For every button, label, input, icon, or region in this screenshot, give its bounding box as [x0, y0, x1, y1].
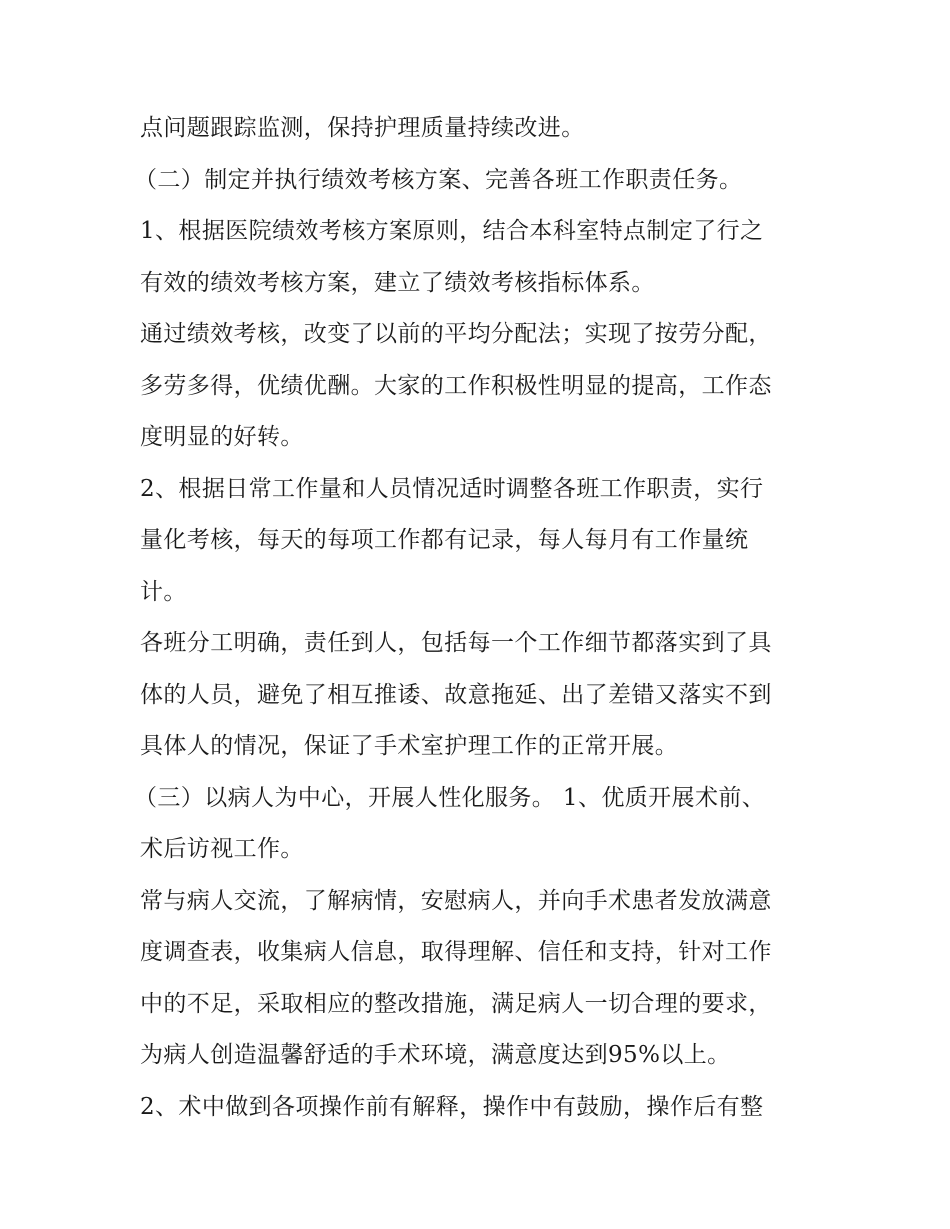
- document-body: [134, 103, 830, 1133]
- text-line: 1、根据医院绩效考核方案原则，结合本科室特点制定了行之: [140, 218, 764, 244]
- text-line: 通过绩效考核，改变了以前的平均分配法；实现了按劳分配，: [140, 321, 772, 347]
- text-line: 常与病人交流，了解病情，安慰病人，并向手术患者发放满意: [140, 887, 772, 914]
- text-line: 具体人的情况，保证了手术室护理工作的正常开展。: [140, 733, 679, 759]
- section-heading: （二）制定并执行绩效考核方案、完善各班工作职责任务。: [134, 166, 743, 193]
- text-line: 量化考核，每天的每项工作都有记录，每人每月有工作量统: [140, 527, 749, 553]
- text-line: 计。: [140, 578, 187, 605]
- text-line: 度调查表，收集病人信息，取得理解、信任和支持，针对工作: [140, 939, 772, 965]
- text-line: 有效的绩效考核方案，建立了绩效考核指标体系。: [140, 269, 655, 296]
- text-line: 术后访视工作。: [140, 836, 304, 862]
- text-line: 2、根据日常工作量和人员情况适时调整各班工作职责，实行: [140, 475, 764, 502]
- section-heading: （三）以病人为中心，开展人性化服务。 1、优质开展术前、: [134, 784, 766, 811]
- text-line: 体的人员，避免了相互推诿、故意拖延、出了差错又落实不到: [140, 681, 772, 708]
- text-line: 各班分工明确，责任到人，包括每一个工作细节都落实到了具: [140, 630, 772, 656]
- text-line: 为病人创造温馨舒适的手术环境，满意度达到95%以上。: [140, 1042, 731, 1068]
- text-line: 度明显的好转。: [140, 424, 304, 450]
- text-line: 2、术中做到各项操作前有解释，操作中有鼓励，操作后有整: [140, 1093, 764, 1120]
- text-line: 中的不足，采取相应的整改措施，满足病人一切合理的要求，: [140, 990, 772, 1017]
- text-line: 点问题跟踪监测，保持护理质量持续改进。: [140, 115, 585, 141]
- text-line: 多劳多得，优绩优酬。大家的工作积极性明显的提高，工作态: [140, 372, 772, 399]
